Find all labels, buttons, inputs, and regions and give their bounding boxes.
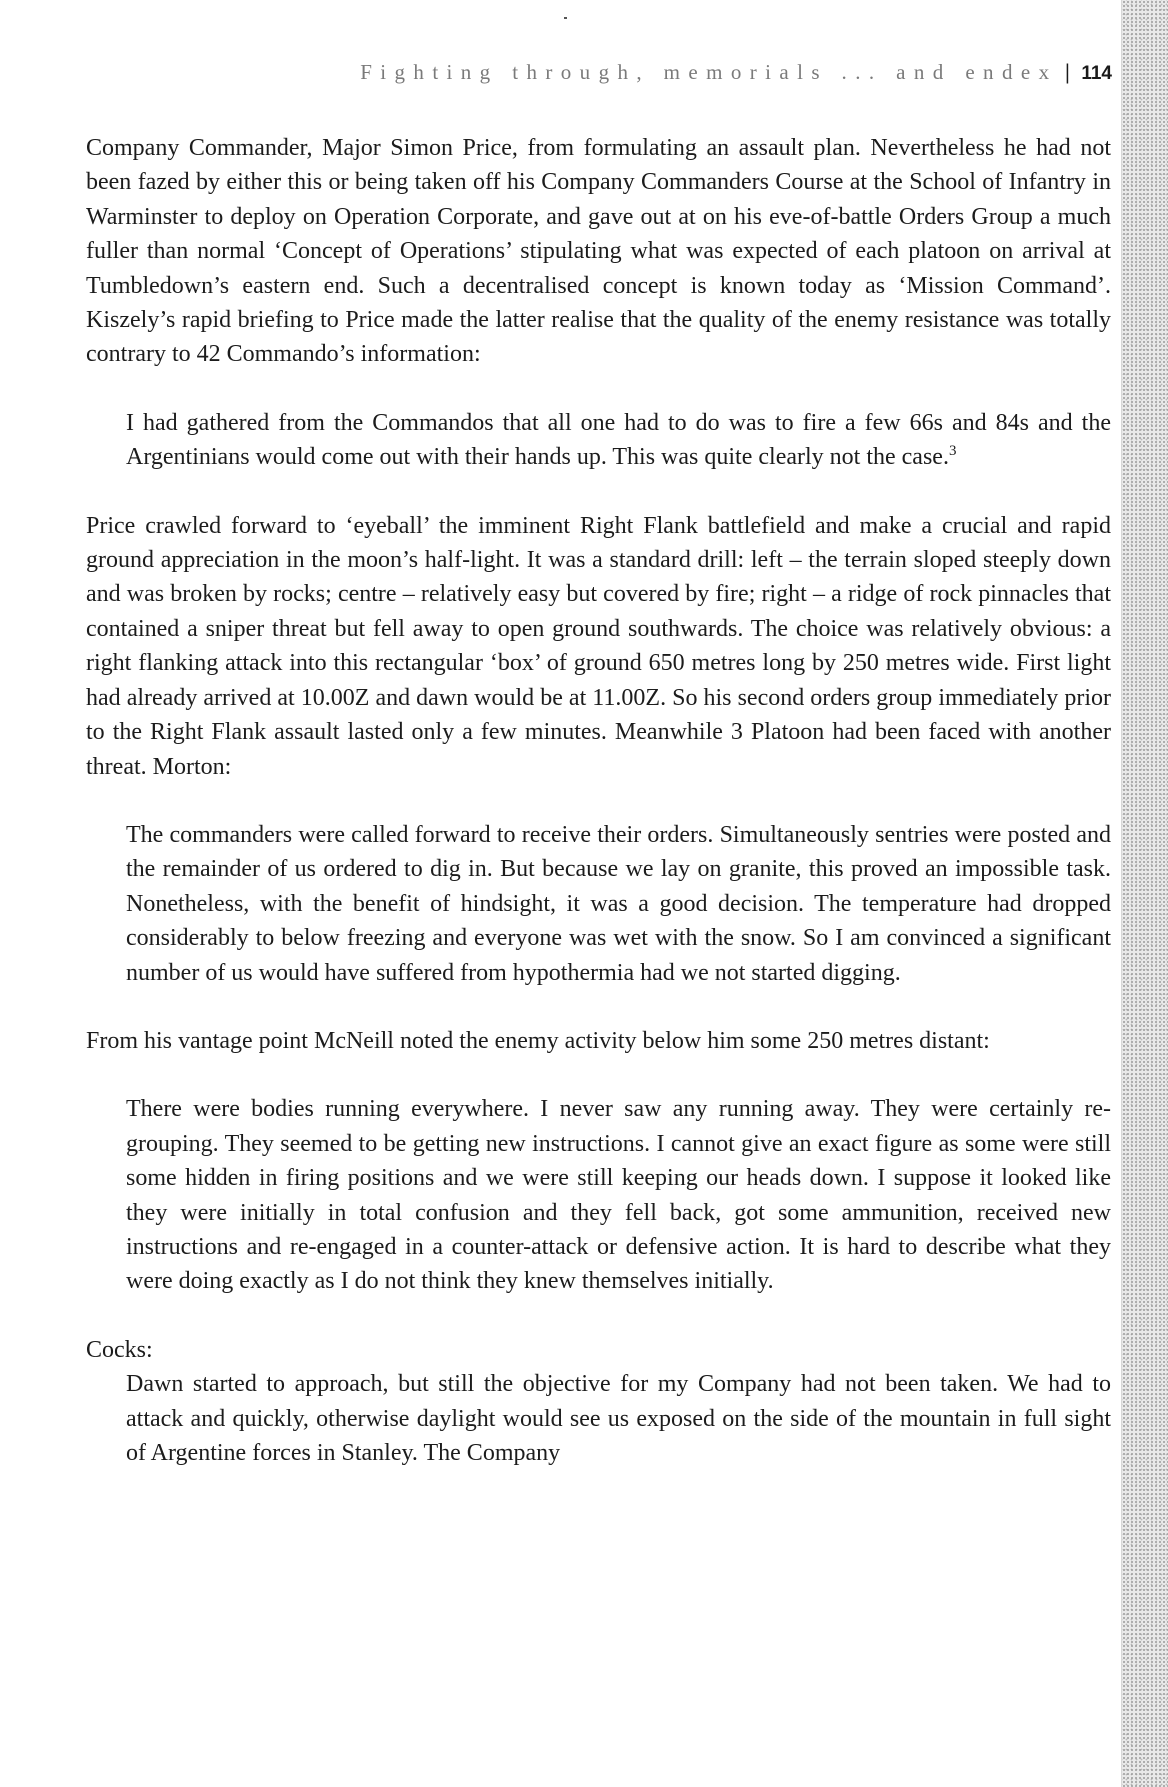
running-title: Fighting through, memorials ... and endex (360, 60, 1058, 84)
running-header (360, 57, 1112, 89)
quote-price (126, 406, 1111, 475)
page-number: 114 (1081, 63, 1112, 84)
footnote-marker: 3 (948, 443, 957, 460)
paragraph-mcneill: From his vantage point McNeill noted the enemy activity below him some 250 metres distant: (86, 1027, 990, 1054)
quote-price-text: I had gathered from the Commandos that all one had to do was to fire a few 66s and 84s and the Argentinians would come out with their hands up. This was quite clearly not the case. (126, 409, 1111, 471)
paragraph-price-orders: Company Commander, Major Simon Price, from formulating an assault plan. Nevertheless he had not been fazed by either this or being taken off his Company Commanders Course at the School of Infantry in Warminster to deploy on Operation Corporate, and gave out at on his eve-of-battle Orders Group a much fuller than normal ‘Concept of Operations’ stipulating what was expected of each platoon on arrival at Tumbledown’s eastern end. Such a decentralised concept is known today as ‘Mission Command’. Kiszely’s rapid briefing to Price made the latter realise that the quality of the enemy resistance was totally contrary to 42 Commando’s information: (86, 135, 1111, 368)
quote-morton: The commanders were called forward to receive their orders. Simultaneously sentries were posted and the remainder of us ordered to dig in. But because we lay on granite, this proved an impossible task. Nonetheless, with the benefit of hindsight, it was a good decision. The temperature had dropped considerably to below freezing and everyone was wet with the snow. So I am convinced a significant number of us would have suffered from hypothermia had we not started digging. (126, 821, 1111, 986)
header-separator: | (1064, 59, 1070, 84)
scan-artifact-mark (564, 17, 567, 19)
page-body (86, 131, 1111, 1470)
scanned-page-edge (1121, 0, 1168, 1787)
quote-cocks: Dawn started to approach, but still the objective for my Company had not been taken. We had to attack and quickly, otherwise daylight would see us exposed on the side of the mountain in full sight of Argentine forces in Stanley. The Company (126, 1371, 1111, 1466)
quote-mcneill: There were bodies running everywhere. I never saw any running away. They were certainly re-grouping. They seemed to be getting new instructions. I cannot give an exact figure as some were still some hidden in firing positions and we were still keeping our heads down. I suppose it looked like they were initially in total confusion and they fell back, got some ammunition, received new instructions and re-engaged in a counter-attack or defensive action. It is hard to describe what they were doing exactly as I do not think they knew themselves initially. (126, 1096, 1111, 1295)
speaker-cocks: Cocks: (86, 1336, 153, 1363)
paragraph-right-flank: Price crawled forward to ‘eyeball’ the imminent Right Flank battlefield and make a crucial and rapid ground appreciation in the moon’s half-light. It was a standard drill: left – the terrain sloped steeply down and was broken by rocks; centre – relatively easy but covered by fire; right – a ridge of rock pinnacles that contained a sniper threat but fell away to open ground southwards. The choice was relatively obvious: a right flanking attack into this rectangular ‘box’ of ground 650 metres long by 250 metres wide. First light had already arrived at 10.00Z and dawn would be at 11.00Z. So his second orders group immediately prior to the Right Flank assault lasted only a few minutes. Meanwhile 3 Platoon had been faced with another threat. Morton: (86, 512, 1111, 780)
